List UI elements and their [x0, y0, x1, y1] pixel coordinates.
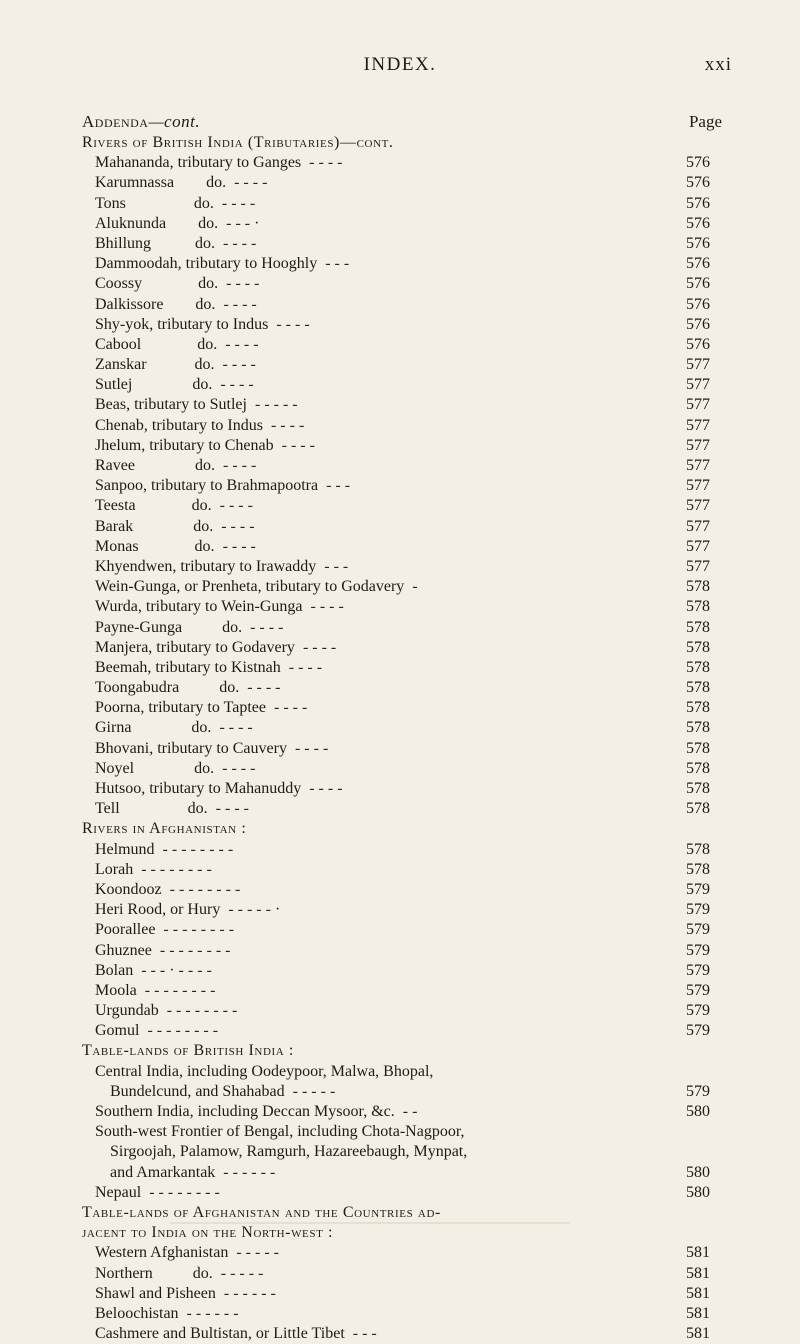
- paper-mark: [170, 1222, 570, 1224]
- page-number: 580: [686, 1103, 710, 1120]
- index-entry: [0, 961, 800, 981]
- entry-text: Gomul: [95, 1022, 140, 1040]
- entry-text: Bhovani, tributary to Cauvery: [95, 739, 287, 757]
- page-number: 576: [686, 275, 710, 293]
- dot-leaders: -: [404, 578, 418, 596]
- index-entry: [0, 840, 800, 860]
- page-number: 577: [686, 396, 710, 414]
- entry-text: Sirgoojah, Palamow, Ramgurh, Hazareebaugh, Mynpat,: [110, 1143, 468, 1161]
- entry-text: Sanpoo, tributary to Brahmapootra: [95, 477, 319, 495]
- entry-text: Dammoodah, tributary to Hooghly: [95, 255, 318, 273]
- dot-leaders: - - - - - - - -: [151, 941, 231, 959]
- entry-text: Manjera, tributary to Godavery: [95, 638, 295, 656]
- entry-text: Bhillung do.: [95, 234, 216, 252]
- dot-leaders: - - - · - - - -: [133, 961, 212, 979]
- dot-leaders: - - - -: [212, 376, 254, 394]
- dot-leaders: - - - - - - - -: [154, 840, 234, 858]
- index-entry: [0, 1001, 800, 1021]
- page-number: 579: [686, 1082, 710, 1100]
- page-number: 577: [686, 477, 710, 495]
- index-entry: [0, 1062, 800, 1082]
- page-folio: xxi: [704, 54, 732, 75]
- dot-leaders: - - - -: [211, 497, 253, 515]
- dot-leaders: - - - -: [239, 679, 281, 697]
- index-entry: [0, 577, 800, 597]
- dot-leaders: - - - -: [214, 537, 256, 555]
- page-number: 576: [686, 315, 710, 333]
- index-entry: [0, 335, 800, 355]
- entry-text: Table-lands of British India :: [82, 1042, 294, 1060]
- dot-leaders: - - - -: [207, 800, 249, 818]
- dot-leaders: - - -: [316, 557, 349, 575]
- page-number: 577: [686, 356, 710, 374]
- entry-text: Teesta do.: [95, 497, 212, 515]
- entry-text: Shy-yok, tributary to Indus: [95, 315, 269, 333]
- running-head: [0, 54, 800, 80]
- dot-leaders: - - - -: [262, 416, 305, 434]
- dot-leaders: - - -: [344, 1325, 377, 1343]
- entry-text: Cashmere and Bultistan, or Little Tibet: [95, 1325, 345, 1343]
- index-list: [0, 133, 800, 1344]
- index-entry: [0, 1082, 800, 1102]
- dot-leaders: - - - - - -: [178, 1304, 239, 1322]
- index-entry: [0, 173, 800, 193]
- entry-text: Dalkissore do.: [95, 295, 216, 313]
- page-number: 577: [686, 457, 710, 474]
- dot-leaders: - - - -: [242, 618, 284, 636]
- dot-leaders: - - - -: [215, 295, 257, 313]
- column-head: [82, 112, 722, 134]
- entry-text: Bolan: [95, 961, 134, 979]
- dot-leaders: - -: [394, 1103, 418, 1120]
- index-entry: [0, 254, 800, 274]
- index-entry: [0, 1122, 800, 1142]
- entry-text: Rivers of British India (Tributaries)—cont.: [82, 134, 394, 151]
- page-number: 577: [686, 537, 710, 555]
- dot-leaders: - - - -: [214, 457, 257, 474]
- index-entry: [0, 718, 800, 738]
- index-entry: [0, 1021, 800, 1041]
- page-number: 578: [686, 598, 710, 616]
- dot-leaders: - - - -: [213, 194, 256, 212]
- entry-text: Ravee do.: [95, 457, 215, 474]
- entry-text: Beloochistan: [95, 1304, 179, 1322]
- index-heading: [0, 1223, 800, 1243]
- index-entry: [0, 658, 800, 678]
- dot-leaders: - - - - - - - -: [158, 1002, 238, 1020]
- index-entry: [0, 759, 800, 779]
- page-number: 579: [686, 1002, 710, 1020]
- entry-text: Poorna, tributary to Taptee: [95, 699, 266, 717]
- entry-text: Hutsoo, tributary to Mahanuddy: [95, 780, 302, 797]
- index-entry: [0, 496, 800, 516]
- page-number: 577: [686, 497, 710, 515]
- dot-leaders: - - - -: [265, 699, 308, 717]
- index-entry: [0, 860, 800, 880]
- index-entry: [0, 395, 800, 415]
- section-cont: —cont.: [148, 112, 201, 131]
- page-number: 578: [686, 719, 710, 737]
- entry-text: Girna do.: [95, 719, 212, 737]
- page-number: 579: [686, 901, 710, 919]
- dot-leaders: - - - - - - - -: [155, 921, 235, 939]
- page-number: 581: [686, 1325, 710, 1343]
- index-entry: [0, 1264, 800, 1284]
- page-number: 579: [686, 961, 710, 979]
- entry-text: Helmund: [95, 840, 155, 858]
- page-number: 579: [686, 941, 710, 959]
- dot-leaders: - - - - - - - -: [139, 1022, 219, 1040]
- index-entry: [0, 638, 800, 658]
- entry-text: Nepaul: [95, 1183, 142, 1201]
- index-entry: [0, 941, 800, 961]
- section-label: Addenda—cont.: [82, 112, 201, 131]
- running-title: INDEX.: [363, 54, 437, 75]
- page-number: 577: [686, 517, 710, 535]
- page-number: 578: [686, 679, 710, 697]
- page-number: 576: [686, 295, 710, 313]
- page-number: 576: [686, 255, 710, 273]
- page-number: 579: [686, 1022, 710, 1040]
- index-entry: [0, 698, 800, 718]
- page-number: 580: [686, 1163, 710, 1181]
- entry-text: Central India, including Oodeypoor, Malwa, Bhopal,: [95, 1062, 434, 1080]
- page-number: 578: [686, 658, 710, 676]
- dot-leaders: - - - - - ·: [220, 901, 281, 919]
- page-number: 581: [686, 1284, 710, 1302]
- entry-text: Zanskar do.: [95, 356, 215, 374]
- page-number: 578: [686, 739, 710, 757]
- page-number: 579: [686, 981, 710, 999]
- entry-text: and Amarkantak: [110, 1163, 216, 1181]
- dot-leaders: - - - -: [280, 658, 323, 676]
- entry-text: South-west Frontier of Bengal, including Chota-Nagpoor,: [95, 1123, 465, 1141]
- dot-leaders: - - - - - - - -: [136, 981, 216, 999]
- dot-leaders: - - -: [317, 255, 350, 273]
- entry-text: Table-lands of Afghanistan and the Countries ad-: [82, 1203, 441, 1221]
- page-number: 578: [686, 759, 710, 777]
- page-column-label: Page: [688, 112, 722, 131]
- index-entry: [0, 880, 800, 900]
- index-entry: [0, 214, 800, 234]
- entry-text: Barak do.: [95, 517, 214, 535]
- page-number: 578: [686, 780, 710, 797]
- index-entry: [0, 1284, 800, 1304]
- index-entry: [0, 416, 800, 436]
- dot-leaders: - - - - -: [212, 1264, 264, 1282]
- page-number: 577: [686, 376, 710, 394]
- page-number: 579: [686, 880, 710, 898]
- entry-text: Jhelum, tributary to Chenab: [95, 436, 274, 454]
- page-number: 576: [686, 174, 710, 192]
- entry-text: Shawl and Pisheen: [95, 1284, 216, 1302]
- page-number: 578: [686, 638, 710, 656]
- index-entry: [0, 295, 800, 315]
- entry-text: Poorallee: [95, 921, 156, 939]
- entry-text: Wurda, tributary to Wein-Gunga: [95, 598, 303, 616]
- dot-leaders: - - - -: [214, 759, 256, 777]
- dot-leaders: - - - -: [273, 436, 315, 454]
- entry-text: Southern India, including Deccan Mysoor, &c.: [95, 1103, 395, 1120]
- entry-text: Rivers in Afghanistan :: [82, 820, 247, 838]
- entry-text: Monas do.: [95, 537, 215, 555]
- entry-text: Payne-Gunga do.: [95, 618, 243, 636]
- entry-text: Wein-Gunga, or Prenheta, tributary to Godavery: [95, 578, 405, 596]
- entry-text: Ghuznee: [95, 941, 152, 959]
- page-number: 578: [686, 860, 710, 878]
- dot-leaders: - - -: [318, 477, 351, 495]
- dot-leaders: - - - - -: [228, 1244, 279, 1262]
- index-entry: [0, 618, 800, 638]
- dot-leaders: - - - -: [301, 154, 343, 172]
- entry-text: Bundelcund, and Shahabad: [110, 1082, 285, 1100]
- page-number: 578: [686, 699, 710, 717]
- dot-leaders: - - - - -: [284, 1082, 336, 1100]
- entry-text: Mahananda, tributary to Ganges: [95, 154, 302, 172]
- dot-leaders: - - - -: [218, 275, 260, 293]
- dot-leaders: - - - - - - - -: [133, 860, 212, 878]
- index-entry: [0, 597, 800, 617]
- dot-leaders: - - - - - -: [215, 1284, 276, 1302]
- dot-leaders: - - - -: [302, 598, 344, 616]
- dot-leaders: - - - - - - - -: [141, 1183, 220, 1201]
- entry-text: Lorah: [95, 860, 134, 878]
- dot-leaders: - - - -: [211, 719, 253, 737]
- entry-text: Coossy do.: [95, 275, 219, 293]
- dot-leaders: - - - - - -: [215, 1163, 276, 1181]
- page-number: 578: [686, 800, 710, 818]
- page-number: 577: [686, 436, 710, 454]
- index-entry: [0, 537, 800, 557]
- index-heading: [0, 819, 800, 839]
- index-heading: [0, 1203, 800, 1223]
- entry-text: Chenab, tributary to Indus: [95, 416, 263, 434]
- index-entry: [0, 1102, 800, 1122]
- dot-leaders: - - - ·: [218, 214, 260, 232]
- entry-text: Western Afghanistan: [95, 1244, 229, 1262]
- dot-leaders: - - - - - - - -: [161, 880, 241, 898]
- dot-leaders: - - - -: [226, 174, 268, 192]
- page-number: 578: [686, 618, 710, 636]
- index-entry: [0, 920, 800, 940]
- index-entry: [0, 274, 800, 294]
- index-entry: [0, 234, 800, 254]
- index-entry: [0, 456, 800, 476]
- index-entry: [0, 739, 800, 759]
- page-number: 578: [686, 840, 710, 858]
- dot-leaders: - - - -: [217, 335, 259, 353]
- entry-text: Tell do.: [95, 800, 208, 818]
- entry-text: Khyendwen, tributary to Irawaddy: [95, 557, 317, 575]
- index-entry: [0, 436, 800, 456]
- dot-leaders: - - - -: [215, 234, 257, 252]
- entry-text: Toongabudra do.: [95, 679, 240, 697]
- entry-text: jacent to India on the North-west :: [82, 1224, 334, 1242]
- index-entry: [0, 1183, 800, 1203]
- page-number: 580: [686, 1183, 710, 1201]
- entry-text: Aluknunda do.: [95, 214, 219, 232]
- dot-leaders: - - - -: [268, 315, 310, 333]
- index-entry: [0, 1243, 800, 1263]
- page-number: 581: [686, 1244, 710, 1262]
- index-entry: [0, 517, 800, 537]
- page-number: 576: [686, 194, 710, 212]
- dot-leaders: - - - -: [286, 739, 329, 757]
- page-number: 578: [686, 578, 710, 596]
- entry-text: Karumnassa do.: [95, 174, 227, 192]
- entry-text: Tons do.: [95, 194, 214, 212]
- index-entry: [0, 981, 800, 1001]
- dot-leaders: - - - -: [213, 517, 255, 535]
- page-number: 581: [686, 1264, 710, 1282]
- page-number: 576: [686, 214, 710, 232]
- page-number: 579: [686, 921, 710, 939]
- index-entry: [0, 153, 800, 173]
- entry-text: Beemah, tributary to Kistnah: [95, 658, 281, 676]
- dot-leaders: - - - -: [214, 356, 256, 374]
- index-entry: [0, 375, 800, 395]
- page-number: 577: [686, 416, 710, 434]
- entry-text: Sutlej do.: [95, 376, 213, 394]
- index-entry: [0, 1304, 800, 1324]
- page-number: 577: [686, 557, 710, 575]
- index-heading: [0, 133, 800, 153]
- entry-text: Moola: [95, 981, 137, 999]
- page-number: 576: [686, 154, 710, 172]
- index-entry: [0, 779, 800, 799]
- dot-leaders: - - - -: [294, 638, 337, 656]
- page-number: 581: [686, 1304, 710, 1322]
- index-entry: [0, 315, 800, 335]
- dot-leaders: - - - -: [301, 780, 343, 797]
- index-entry: [0, 194, 800, 214]
- index-entry: [0, 1142, 800, 1162]
- entry-text: Heri Rood, or Hury: [95, 901, 221, 919]
- dot-leaders: - - - - -: [246, 396, 298, 414]
- index-heading: [0, 1041, 800, 1061]
- index-entry: [0, 355, 800, 375]
- index-entry: [0, 1163, 800, 1183]
- entry-text: Northern do.: [95, 1264, 213, 1282]
- index-entry: [0, 476, 800, 496]
- index-entry: [0, 799, 800, 819]
- index-entry: [0, 1324, 800, 1344]
- entry-text: Urgundab: [95, 1002, 159, 1020]
- entry-text: Noyel do.: [95, 759, 215, 777]
- entry-text: Beas, tributary to Sutlej: [95, 396, 247, 414]
- page-number: 576: [686, 234, 710, 252]
- page-number: 576: [686, 335, 710, 353]
- index-entry: [0, 557, 800, 577]
- entry-text: Cabool do.: [95, 335, 218, 353]
- index-entry: [0, 900, 800, 920]
- index-entry: [0, 678, 800, 698]
- entry-text: Koondooz: [95, 880, 162, 898]
